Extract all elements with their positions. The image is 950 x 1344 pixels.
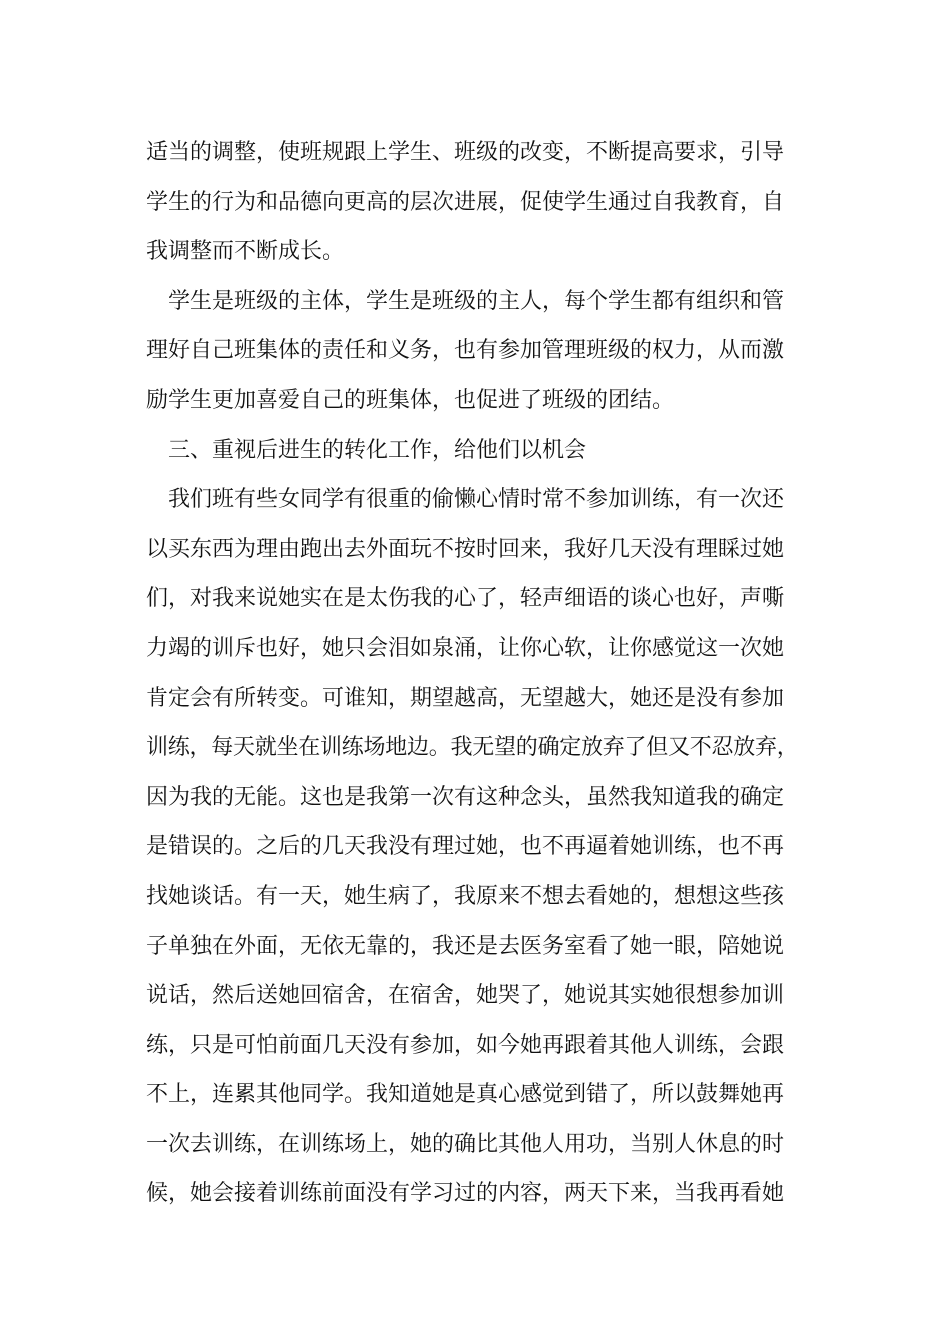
section-heading: 三、重视后进生的转化工作，给他们以机会	[168, 437, 587, 463]
text-line: 练，只是可怕前面几天没有参加，如今她再跟着其他人训练，会跟	[146, 1032, 785, 1058]
text-line: 因为我的无能。这也是我第一次有这种念头，虽然我知道我的确定	[146, 784, 785, 810]
text-line: 是错误的。之后的几天我没有理过她，也不再逼着她训练，也不再	[146, 834, 785, 860]
text-line: 励学生更加喜爱自己的班集体，也促进了班级的团结。	[146, 387, 675, 413]
text-line: 学生的行为和品德向更高的层次进展，促使学生通过自我教育，自	[146, 189, 785, 215]
text-line: 以买东西为理由跑出去外面玩不按时回来，我好几天没有理睬过她	[146, 536, 785, 562]
paragraph-start-line: 我们班有些女同学有很重的偷懒心情时常不参加训练，有一次还	[168, 487, 785, 513]
text-line: 找她谈话。有一天，她生病了，我原来不想去看她的，想想这些孩	[146, 883, 785, 909]
text-line: 肯定会有所转变。可谁知，期望越高，无望越大，她还是没有参加	[146, 685, 785, 711]
text-line: 不上，连累其他同学。我知道她是真心感觉到错了，所以鼓舞她再	[146, 1082, 785, 1108]
paragraph-start-line: 学生是班级的主体，学生是班级的主人，每个学生都有组织和管	[168, 288, 785, 314]
text-line: 理好自己班集体的责任和义务，也有参加管理班级的权力，从而激	[146, 338, 785, 364]
text-line: 们，对我来说她实在是太伤我的心了，轻声细语的谈心也好，声嘶	[146, 586, 785, 612]
text-line: 训练，每天就坐在训练场地边。我无望的确定放弃了但又不忍放弃，	[146, 735, 799, 761]
text-line: 适当的调整，使班规跟上学生、班级的改变，不断提高要求，引导	[146, 140, 785, 165]
document-body	[146, 128, 826, 1219]
text-line: 我调整而不断成长。	[146, 239, 345, 265]
text-line: 候，她会接着训练前面没有学习过的内容，两天下来，当我再看她	[146, 1181, 785, 1207]
text-line: 力竭的训斥也好，她只会泪如泉涌，让你心软，让你感觉这一次她	[146, 635, 785, 661]
text-line: 说话，然后送她回宿舍，在宿舍，她哭了，她说其实她很想参加训	[146, 983, 785, 1009]
text-line: 子单独在外面，无依无靠的，我还是去医务室看了她一眼，陪她说	[146, 933, 785, 959]
text-line: 一次去训练，在训练场上，她的确比其他人用功，当别人休息的时	[146, 1131, 785, 1157]
